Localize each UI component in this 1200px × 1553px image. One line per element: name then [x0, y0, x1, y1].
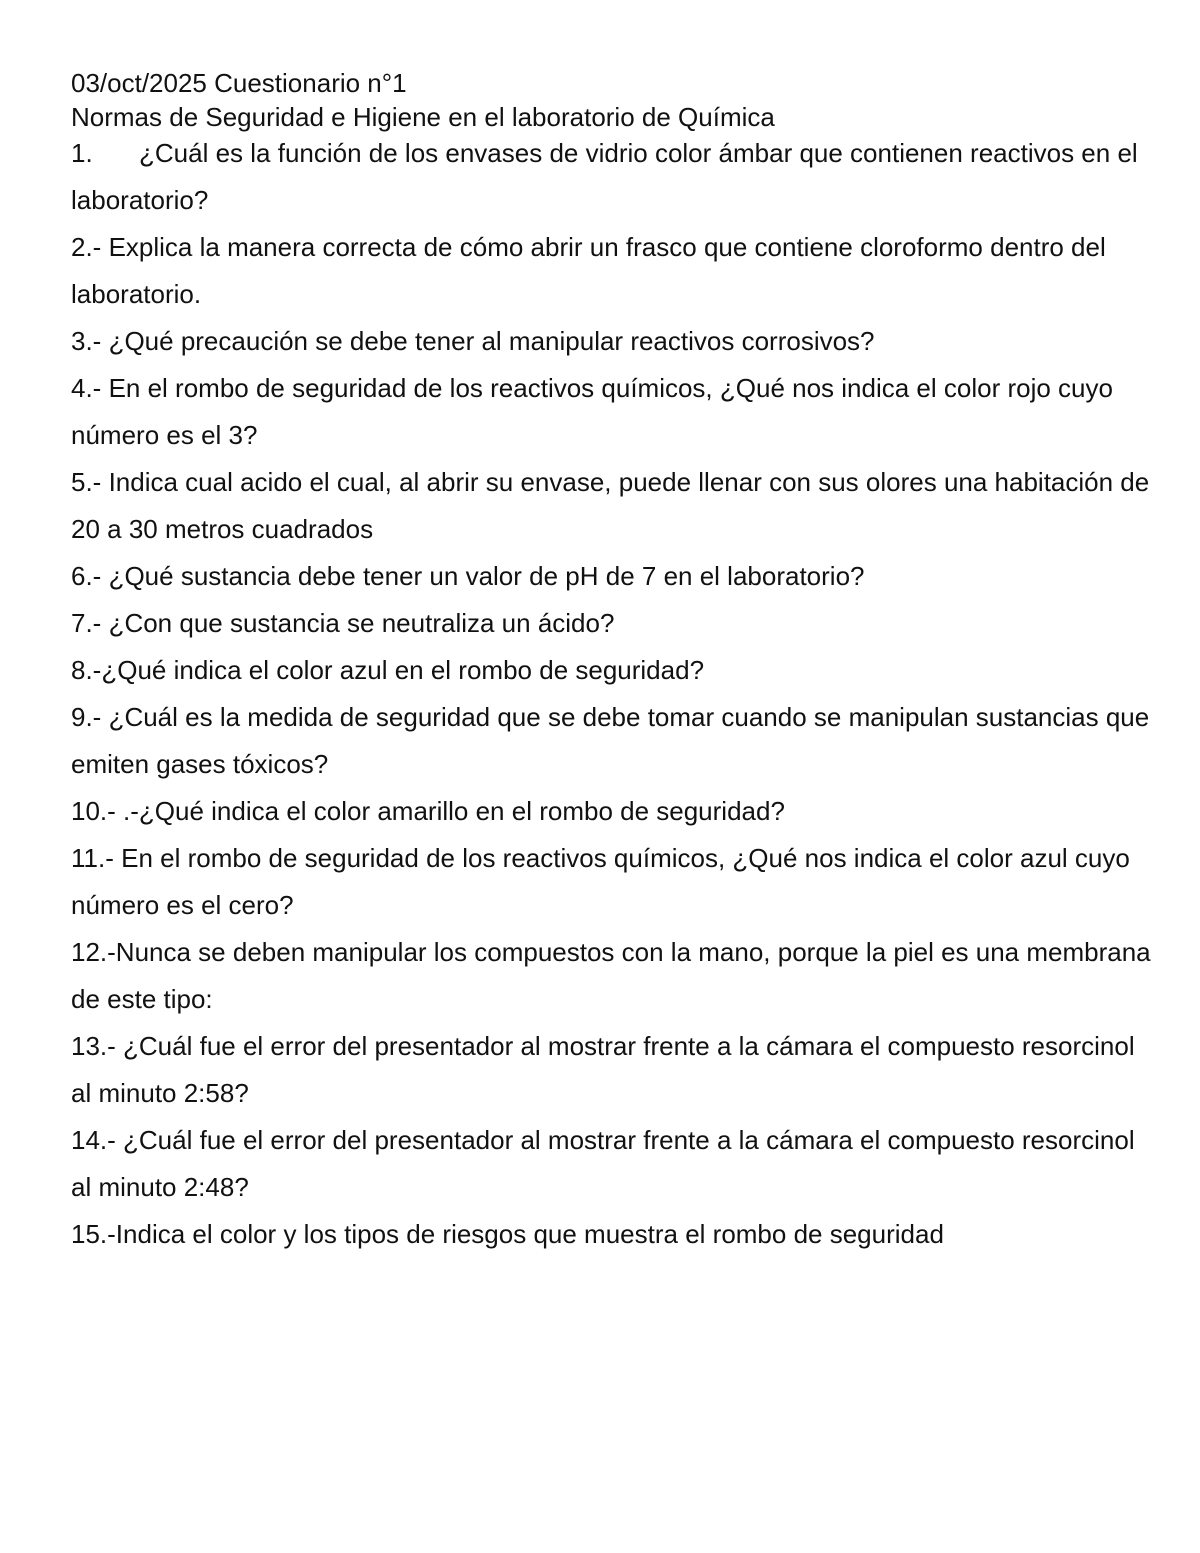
question-1 [71, 130, 1161, 224]
question-2: 2.- Explica la manera correcta de cómo abrir un frasco que contiene cloroformo dentro del laboratorio. [71, 232, 1106, 309]
question-14: 14.- ¿Cuál fue el error del presentador al mostrar frente a la cámara el compuesto resorcinol al minuto 2:48? [71, 1125, 1135, 1202]
question-13: 13.- ¿Cuál fue el error del presentador al mostrar frente a la cámara el compuesto resorcinol al minuto 2:58? [71, 1031, 1135, 1108]
questionnaire [71, 66, 1161, 1258]
document-date-title: 03/oct/2025 Cuestionario n°1 [71, 68, 407, 98]
question-12: 12.-Nunca se deben manipular los compuestos con la mano, porque la piel es una membrana de este tipo: [71, 937, 1151, 1014]
document-subtitle: Normas de Seguridad e Higiene en el laboratorio de Química [71, 102, 775, 132]
question-8: 8.-¿Qué indica el color azul en el rombo de seguridad? [71, 655, 705, 685]
question-10: 10.- .-¿Qué indica el color amarillo en el rombo de seguridad? [71, 796, 785, 826]
question-3: 3.- ¿Qué precaución se debe tener al manipular reactivos corrosivos? [71, 326, 875, 356]
question-9: 9.- ¿Cuál es la medida de seguridad que se debe tomar cuando se manipulan sustancias que emiten gases tóxicos? [71, 702, 1150, 779]
question-1-number: 1. [71, 138, 93, 168]
question-6: 6.- ¿Qué sustancia debe tener un valor de pH de 7 en el laboratorio? [71, 561, 865, 591]
question-7: 7.- ¿Con que sustancia se neutraliza un ácido? [71, 608, 615, 638]
question-11: 11.- En el rombo de seguridad de los reactivos químicos, ¿Qué nos indica el color azul cuyo número es el cero? [71, 843, 1130, 920]
question-5: 5.- Indica cual acido el cual, al abrir su envase, puede llenar con sus olores una habitación de 20 a 30 metros cuadrados [71, 467, 1150, 544]
question-1-text: ¿Cuál es la función de los envases de vidrio color ámbar que contienen reactivos en el laboratorio? [71, 138, 1138, 215]
question-4: 4.- En el rombo de seguridad de los reactivos químicos, ¿Qué nos indica el color rojo cuyo número es el 3? [71, 373, 1113, 450]
question-15: 15.-Indica el color y los tipos de riesgos que muestra el rombo de seguridad [71, 1219, 944, 1249]
